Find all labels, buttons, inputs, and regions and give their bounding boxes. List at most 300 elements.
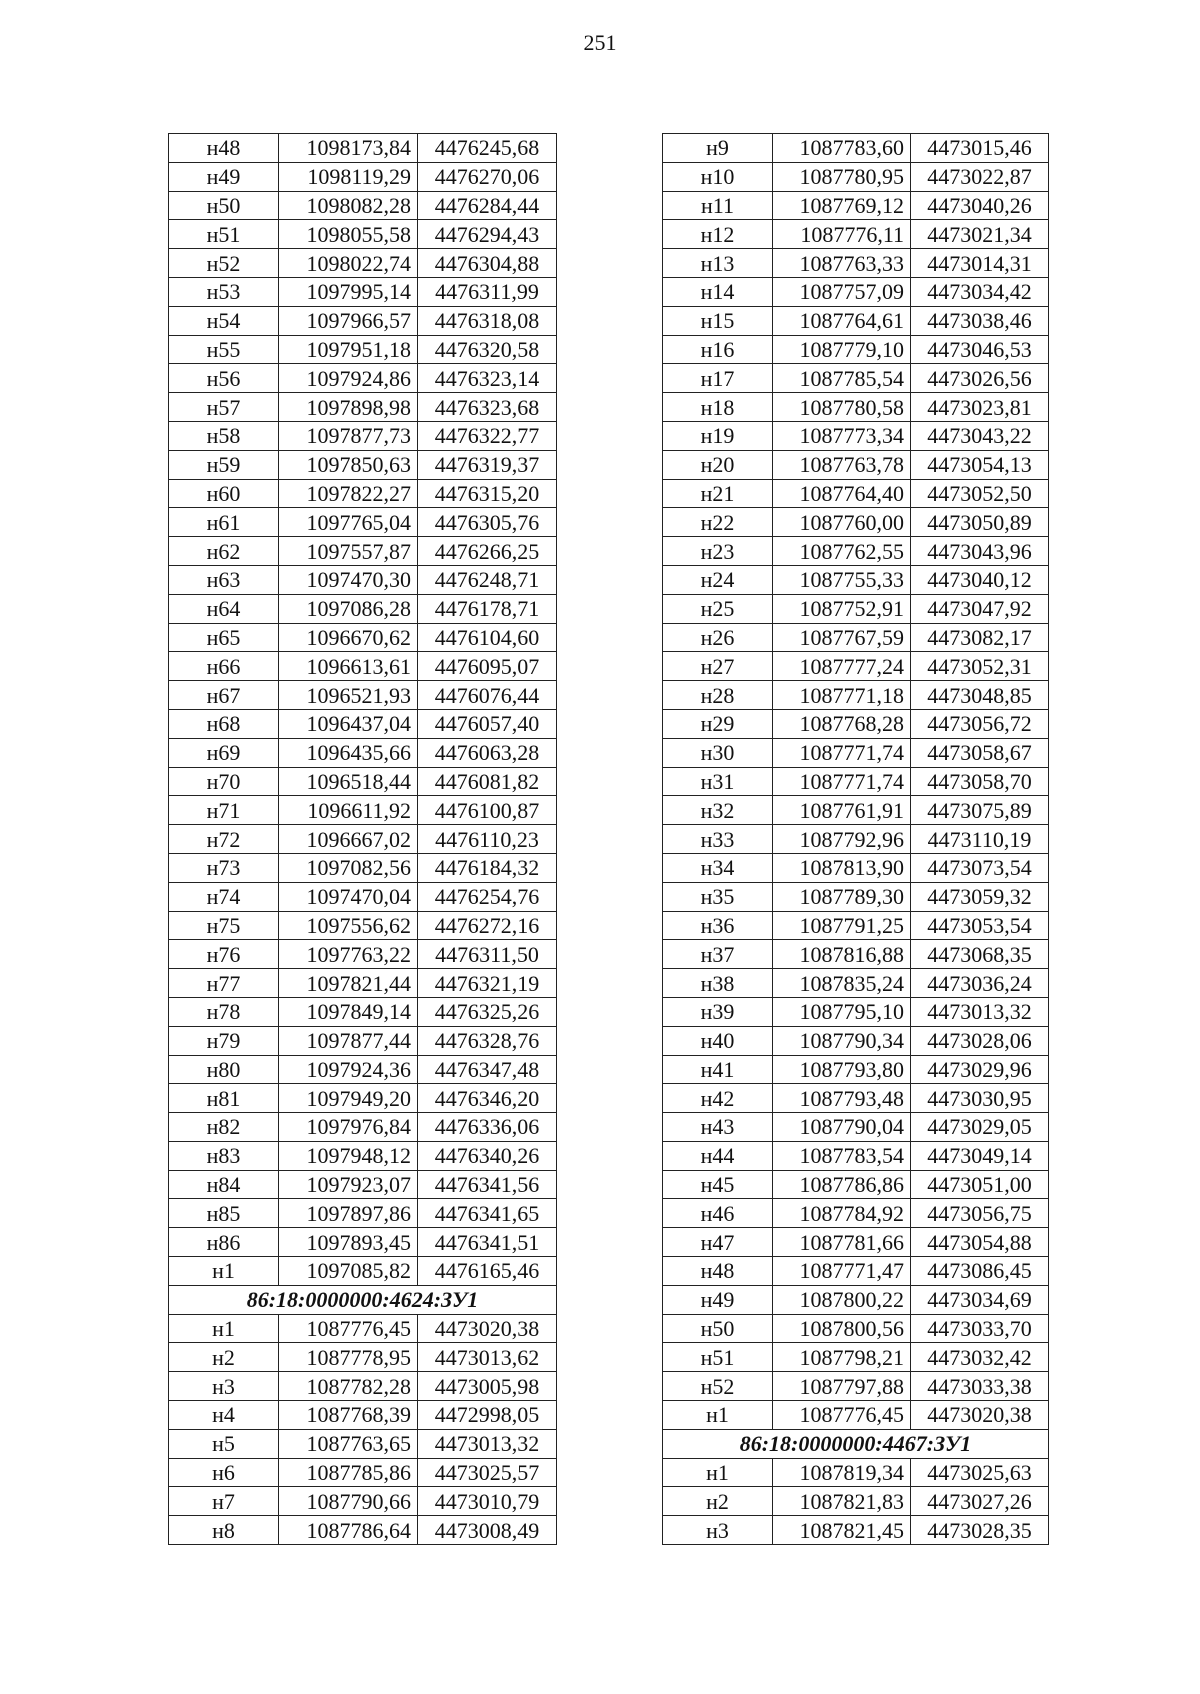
point-name-cell: н35 xyxy=(663,882,773,911)
point-name-cell: н5 xyxy=(169,1429,279,1458)
y-coordinate-cell: 4476305,76 xyxy=(418,508,557,537)
y-coordinate-cell: 4476321,19 xyxy=(418,969,557,998)
y-coordinate-cell: 4473010,79 xyxy=(418,1487,557,1516)
y-coordinate-cell: 4476266,25 xyxy=(418,537,557,566)
point-name-cell: н3 xyxy=(663,1516,773,1545)
y-coordinate-cell: 4473025,63 xyxy=(911,1458,1049,1487)
point-name-cell: н8 xyxy=(169,1516,279,1545)
y-coordinate-cell: 4473053,54 xyxy=(911,911,1049,940)
point-name-cell: н43 xyxy=(663,1113,773,1142)
x-coordinate-cell: 1087793,48 xyxy=(773,1084,911,1113)
x-coordinate-cell: 1097923,07 xyxy=(279,1170,418,1199)
point-name-cell: н16 xyxy=(663,335,773,364)
table-row xyxy=(169,940,557,969)
cadastral-number: 86:18:0000000:4467:ЗУ1 xyxy=(663,1429,1049,1458)
x-coordinate-cell: 1087778,95 xyxy=(279,1343,418,1372)
table-row xyxy=(169,796,557,825)
table-row xyxy=(169,911,557,940)
x-coordinate-cell: 1087783,54 xyxy=(773,1141,911,1170)
coordinates-table-left-body xyxy=(169,134,557,1545)
y-coordinate-cell: 4476323,14 xyxy=(418,364,557,393)
y-coordinate-cell: 4473046,53 xyxy=(911,335,1049,364)
y-coordinate-cell: 4473058,70 xyxy=(911,767,1049,796)
point-name-cell: н81 xyxy=(169,1084,279,1113)
point-name-cell: н63 xyxy=(169,565,279,594)
x-coordinate-cell: 1087768,28 xyxy=(773,709,911,738)
x-coordinate-cell: 1097086,28 xyxy=(279,594,418,623)
table-row xyxy=(663,1487,1049,1516)
x-coordinate-cell: 1087752,91 xyxy=(773,594,911,623)
y-coordinate-cell: 4473058,67 xyxy=(911,738,1049,767)
x-coordinate-cell: 1087761,91 xyxy=(773,796,911,825)
x-coordinate-cell: 1097556,62 xyxy=(279,911,418,940)
table-row xyxy=(169,1429,557,1458)
x-coordinate-cell: 1087785,86 xyxy=(279,1458,418,1487)
point-name-cell: н70 xyxy=(169,767,279,796)
point-name-cell: н20 xyxy=(663,450,773,479)
point-name-cell: н52 xyxy=(663,1372,773,1401)
y-coordinate-cell: 4476284,44 xyxy=(418,191,557,220)
table-row xyxy=(169,220,557,249)
point-name-cell: н49 xyxy=(169,162,279,191)
table-row xyxy=(663,249,1049,278)
table-row xyxy=(663,1228,1049,1257)
point-name-cell: н38 xyxy=(663,969,773,998)
x-coordinate-cell: 1087791,25 xyxy=(773,911,911,940)
point-name-cell: н55 xyxy=(169,335,279,364)
x-coordinate-cell: 1087762,55 xyxy=(773,537,911,566)
x-coordinate-cell: 1087821,45 xyxy=(773,1516,911,1545)
table-row xyxy=(663,681,1049,710)
y-coordinate-cell: 4473043,96 xyxy=(911,537,1049,566)
x-coordinate-cell: 1087764,40 xyxy=(773,479,911,508)
y-coordinate-cell: 4476110,23 xyxy=(418,825,557,854)
point-name-cell: н64 xyxy=(169,594,279,623)
table-row xyxy=(169,364,557,393)
x-coordinate-cell: 1087790,66 xyxy=(279,1487,418,1516)
table-row xyxy=(663,421,1049,450)
table-row xyxy=(663,1084,1049,1113)
point-name-cell: н73 xyxy=(169,853,279,882)
x-coordinate-cell: 1087771,74 xyxy=(773,767,911,796)
table-row xyxy=(663,1401,1049,1430)
point-name-cell: н28 xyxy=(663,681,773,710)
x-coordinate-cell: 1087790,34 xyxy=(773,1026,911,1055)
x-coordinate-cell: 1096613,61 xyxy=(279,652,418,681)
point-name-cell: н45 xyxy=(663,1170,773,1199)
x-coordinate-cell: 1097893,45 xyxy=(279,1228,418,1257)
point-name-cell: н47 xyxy=(663,1228,773,1257)
x-coordinate-cell: 1087793,80 xyxy=(773,1055,911,1084)
y-coordinate-cell: 4476304,88 xyxy=(418,249,557,278)
x-coordinate-cell: 1097898,98 xyxy=(279,393,418,422)
table-row xyxy=(169,997,557,1026)
x-coordinate-cell: 1087773,34 xyxy=(773,421,911,450)
y-coordinate-cell: 4473110,19 xyxy=(911,825,1049,854)
x-coordinate-cell: 1097763,22 xyxy=(279,940,418,969)
table-row xyxy=(663,940,1049,969)
table-row xyxy=(663,1372,1049,1401)
y-coordinate-cell: 4473054,88 xyxy=(911,1228,1049,1257)
y-coordinate-cell: 4473005,98 xyxy=(418,1372,557,1401)
point-name-cell: н85 xyxy=(169,1199,279,1228)
y-coordinate-cell: 4476325,26 xyxy=(418,997,557,1026)
table-row xyxy=(663,364,1049,393)
y-coordinate-cell: 4473021,34 xyxy=(911,220,1049,249)
y-coordinate-cell: 4473028,35 xyxy=(911,1516,1049,1545)
table-row xyxy=(169,594,557,623)
table-row xyxy=(169,191,557,220)
y-coordinate-cell: 4473050,89 xyxy=(911,508,1049,537)
table-row xyxy=(663,450,1049,479)
y-coordinate-cell: 4476095,07 xyxy=(418,652,557,681)
table-row xyxy=(169,1199,557,1228)
x-coordinate-cell: 1097822,27 xyxy=(279,479,418,508)
y-coordinate-cell: 4473056,75 xyxy=(911,1199,1049,1228)
table-row xyxy=(169,1113,557,1142)
table-row xyxy=(169,1314,557,1343)
table-row xyxy=(169,853,557,882)
point-name-cell: н25 xyxy=(663,594,773,623)
x-coordinate-cell: 1087780,58 xyxy=(773,393,911,422)
table-row xyxy=(663,1055,1049,1084)
point-name-cell: н22 xyxy=(663,508,773,537)
point-name-cell: н49 xyxy=(663,1285,773,1314)
y-coordinate-cell: 4476081,82 xyxy=(418,767,557,796)
x-coordinate-cell: 1087764,61 xyxy=(773,306,911,335)
y-coordinate-cell: 4473043,22 xyxy=(911,421,1049,450)
coordinates-table-right-body xyxy=(663,134,1049,1545)
y-coordinate-cell: 4476346,20 xyxy=(418,1084,557,1113)
point-name-cell: н50 xyxy=(169,191,279,220)
x-coordinate-cell: 1096611,92 xyxy=(279,796,418,825)
point-name-cell: н83 xyxy=(169,1141,279,1170)
table-row xyxy=(169,1055,557,1084)
table-row xyxy=(663,1170,1049,1199)
x-coordinate-cell: 1087785,54 xyxy=(773,364,911,393)
x-coordinate-cell: 1087771,18 xyxy=(773,681,911,710)
table-row xyxy=(663,134,1049,163)
point-name-cell: н34 xyxy=(663,853,773,882)
x-coordinate-cell: 1087779,10 xyxy=(773,335,911,364)
table-row xyxy=(169,1401,557,1430)
table-row xyxy=(663,1141,1049,1170)
x-coordinate-cell: 1087800,56 xyxy=(773,1314,911,1343)
x-coordinate-cell: 1098055,58 xyxy=(279,220,418,249)
point-name-cell: н75 xyxy=(169,911,279,940)
section-header-row xyxy=(663,1429,1049,1458)
x-coordinate-cell: 1097924,36 xyxy=(279,1055,418,1084)
x-coordinate-cell: 1087795,10 xyxy=(773,997,911,1026)
x-coordinate-cell: 1087776,11 xyxy=(773,220,911,249)
table-row xyxy=(169,681,557,710)
y-coordinate-cell: 4473030,95 xyxy=(911,1084,1049,1113)
table-row xyxy=(663,1516,1049,1545)
y-coordinate-cell: 4473013,32 xyxy=(911,997,1049,1026)
cadastral-number: 86:18:0000000:4624:ЗУ1 xyxy=(169,1285,557,1314)
point-name-cell: н48 xyxy=(663,1257,773,1286)
x-coordinate-cell: 1087755,33 xyxy=(773,565,911,594)
point-name-cell: н3 xyxy=(169,1372,279,1401)
table-row xyxy=(663,393,1049,422)
table-row xyxy=(169,306,557,335)
table-row xyxy=(663,277,1049,306)
table-row xyxy=(169,709,557,738)
x-coordinate-cell: 1087780,95 xyxy=(773,162,911,191)
x-coordinate-cell: 1087797,88 xyxy=(773,1372,911,1401)
y-coordinate-cell: 4473049,14 xyxy=(911,1141,1049,1170)
x-coordinate-cell: 1096435,66 xyxy=(279,738,418,767)
table-row xyxy=(169,1257,557,1286)
point-name-cell: н11 xyxy=(663,191,773,220)
point-name-cell: н1 xyxy=(169,1314,279,1343)
y-coordinate-cell: 4473047,92 xyxy=(911,594,1049,623)
x-coordinate-cell: 1097877,73 xyxy=(279,421,418,450)
point-name-cell: н12 xyxy=(663,220,773,249)
point-name-cell: н74 xyxy=(169,882,279,911)
y-coordinate-cell: 4473075,89 xyxy=(911,796,1049,825)
table-row xyxy=(663,335,1049,364)
table-row xyxy=(663,594,1049,623)
table-row xyxy=(169,767,557,796)
table-row xyxy=(663,1314,1049,1343)
x-coordinate-cell: 1087776,45 xyxy=(279,1314,418,1343)
x-coordinate-cell: 1087835,24 xyxy=(773,969,911,998)
table-row xyxy=(169,738,557,767)
point-name-cell: н65 xyxy=(169,623,279,652)
y-coordinate-cell: 4476100,87 xyxy=(418,796,557,825)
point-name-cell: н21 xyxy=(663,479,773,508)
y-coordinate-cell: 4473029,96 xyxy=(911,1055,1049,1084)
table-row xyxy=(663,767,1049,796)
x-coordinate-cell: 1087800,22 xyxy=(773,1285,911,1314)
y-coordinate-cell: 4476104,60 xyxy=(418,623,557,652)
point-name-cell: н58 xyxy=(169,421,279,450)
x-coordinate-cell: 1096437,04 xyxy=(279,709,418,738)
point-name-cell: н76 xyxy=(169,940,279,969)
table-row xyxy=(169,162,557,191)
point-name-cell: н42 xyxy=(663,1084,773,1113)
table-row xyxy=(663,479,1049,508)
y-coordinate-cell: 4473025,57 xyxy=(418,1458,557,1487)
y-coordinate-cell: 4473056,72 xyxy=(911,709,1049,738)
table-row xyxy=(663,306,1049,335)
y-coordinate-cell: 4473040,26 xyxy=(911,191,1049,220)
y-coordinate-cell: 4473034,42 xyxy=(911,277,1049,306)
point-name-cell: н32 xyxy=(663,796,773,825)
point-name-cell: н29 xyxy=(663,709,773,738)
x-coordinate-cell: 1087771,74 xyxy=(773,738,911,767)
point-name-cell: н51 xyxy=(663,1343,773,1372)
y-coordinate-cell: 4476254,76 xyxy=(418,882,557,911)
x-coordinate-cell: 1087760,00 xyxy=(773,508,911,537)
table-row xyxy=(663,969,1049,998)
table-row xyxy=(169,335,557,364)
table-row xyxy=(663,1343,1049,1372)
y-coordinate-cell: 4476057,40 xyxy=(418,709,557,738)
point-name-cell: н71 xyxy=(169,796,279,825)
x-coordinate-cell: 1097085,82 xyxy=(279,1257,418,1286)
point-name-cell: н51 xyxy=(169,220,279,249)
x-coordinate-cell: 1097849,14 xyxy=(279,997,418,1026)
table-row xyxy=(663,537,1049,566)
point-name-cell: н52 xyxy=(169,249,279,278)
point-name-cell: н44 xyxy=(663,1141,773,1170)
section-header-row xyxy=(169,1285,557,1314)
y-coordinate-cell: 4476272,16 xyxy=(418,911,557,940)
y-coordinate-cell: 4476340,26 xyxy=(418,1141,557,1170)
point-name-cell: н40 xyxy=(663,1026,773,1055)
table-row xyxy=(663,220,1049,249)
x-coordinate-cell: 1096670,62 xyxy=(279,623,418,652)
y-coordinate-cell: 4473059,32 xyxy=(911,882,1049,911)
table-row xyxy=(169,249,557,278)
point-name-cell: н10 xyxy=(663,162,773,191)
table-row xyxy=(663,1458,1049,1487)
y-coordinate-cell: 4473048,85 xyxy=(911,681,1049,710)
x-coordinate-cell: 1087767,59 xyxy=(773,623,911,652)
y-coordinate-cell: 4476311,99 xyxy=(418,277,557,306)
table-row xyxy=(169,1372,557,1401)
table-row xyxy=(663,162,1049,191)
point-name-cell: н79 xyxy=(169,1026,279,1055)
x-coordinate-cell: 1087763,33 xyxy=(773,249,911,278)
y-coordinate-cell: 4476270,06 xyxy=(418,162,557,191)
y-coordinate-cell: 4476315,20 xyxy=(418,479,557,508)
x-coordinate-cell: 1097557,87 xyxy=(279,537,418,566)
table-row xyxy=(663,1199,1049,1228)
y-coordinate-cell: 4476341,65 xyxy=(418,1199,557,1228)
point-name-cell: н7 xyxy=(169,1487,279,1516)
coordinates-table-right xyxy=(662,133,1049,1545)
table-row xyxy=(663,191,1049,220)
point-name-cell: н80 xyxy=(169,1055,279,1084)
table-row xyxy=(663,1026,1049,1055)
x-coordinate-cell: 1097951,18 xyxy=(279,335,418,364)
x-coordinate-cell: 1087789,30 xyxy=(773,882,911,911)
y-coordinate-cell: 4476311,50 xyxy=(418,940,557,969)
point-name-cell: н30 xyxy=(663,738,773,767)
x-coordinate-cell: 1096521,93 xyxy=(279,681,418,710)
y-coordinate-cell: 4476178,71 xyxy=(418,594,557,623)
y-coordinate-cell: 4473023,81 xyxy=(911,393,1049,422)
y-coordinate-cell: 4476294,43 xyxy=(418,220,557,249)
y-coordinate-cell: 4473052,31 xyxy=(911,652,1049,681)
table-row xyxy=(169,882,557,911)
point-name-cell: н33 xyxy=(663,825,773,854)
table-row xyxy=(663,623,1049,652)
y-coordinate-cell: 4476245,68 xyxy=(418,134,557,163)
table-row xyxy=(663,652,1049,681)
y-coordinate-cell: 4473052,50 xyxy=(911,479,1049,508)
point-name-cell: н39 xyxy=(663,997,773,1026)
point-name-cell: н4 xyxy=(169,1401,279,1430)
table-row xyxy=(663,565,1049,594)
y-coordinate-cell: 4476347,48 xyxy=(418,1055,557,1084)
x-coordinate-cell: 1097948,12 xyxy=(279,1141,418,1170)
table-row xyxy=(169,537,557,566)
x-coordinate-cell: 1097949,20 xyxy=(279,1084,418,1113)
point-name-cell: н2 xyxy=(169,1343,279,1372)
y-coordinate-cell: 4473029,05 xyxy=(911,1113,1049,1142)
point-name-cell: н41 xyxy=(663,1055,773,1084)
table-row xyxy=(169,450,557,479)
point-name-cell: н54 xyxy=(169,306,279,335)
x-coordinate-cell: 1098119,29 xyxy=(279,162,418,191)
table-row xyxy=(663,825,1049,854)
x-coordinate-cell: 1087777,24 xyxy=(773,652,911,681)
point-name-cell: н77 xyxy=(169,969,279,998)
table-row xyxy=(663,1113,1049,1142)
y-coordinate-cell: 4473020,38 xyxy=(418,1314,557,1343)
table-row xyxy=(663,882,1049,911)
x-coordinate-cell: 1087790,04 xyxy=(773,1113,911,1142)
y-coordinate-cell: 4473033,70 xyxy=(911,1314,1049,1343)
point-name-cell: н23 xyxy=(663,537,773,566)
y-coordinate-cell: 4472998,05 xyxy=(418,1401,557,1430)
table-row xyxy=(169,421,557,450)
point-name-cell: н26 xyxy=(663,623,773,652)
y-coordinate-cell: 4473086,45 xyxy=(911,1257,1049,1286)
x-coordinate-cell: 1097082,56 xyxy=(279,853,418,882)
x-coordinate-cell: 1096518,44 xyxy=(279,767,418,796)
point-name-cell: н46 xyxy=(663,1199,773,1228)
y-coordinate-cell: 4476076,44 xyxy=(418,681,557,710)
y-coordinate-cell: 4476165,46 xyxy=(418,1257,557,1286)
table-row xyxy=(663,1257,1049,1286)
x-coordinate-cell: 1097470,04 xyxy=(279,882,418,911)
table-row xyxy=(169,1141,557,1170)
point-name-cell: н78 xyxy=(169,997,279,1026)
table-row xyxy=(169,825,557,854)
point-name-cell: н48 xyxy=(169,134,279,163)
y-coordinate-cell: 4476328,76 xyxy=(418,1026,557,1055)
x-coordinate-cell: 1096667,02 xyxy=(279,825,418,854)
x-coordinate-cell: 1087776,45 xyxy=(773,1401,911,1430)
x-coordinate-cell: 1087821,83 xyxy=(773,1487,911,1516)
x-coordinate-cell: 1097897,86 xyxy=(279,1199,418,1228)
point-name-cell: н19 xyxy=(663,421,773,450)
point-name-cell: н27 xyxy=(663,652,773,681)
point-name-cell: н86 xyxy=(169,1228,279,1257)
table-row xyxy=(663,997,1049,1026)
y-coordinate-cell: 4473082,17 xyxy=(911,623,1049,652)
point-name-cell: н67 xyxy=(169,681,279,710)
x-coordinate-cell: 1097966,57 xyxy=(279,306,418,335)
table-row xyxy=(169,623,557,652)
point-name-cell: н68 xyxy=(169,709,279,738)
y-coordinate-cell: 4473020,38 xyxy=(911,1401,1049,1430)
coordinates-table-left xyxy=(168,133,557,1545)
page-number: 251 xyxy=(583,30,617,55)
point-name-cell: н6 xyxy=(169,1458,279,1487)
x-coordinate-cell: 1087798,21 xyxy=(773,1343,911,1372)
table-row xyxy=(169,1487,557,1516)
point-name-cell: н66 xyxy=(169,652,279,681)
table-row xyxy=(169,565,557,594)
table-row xyxy=(663,796,1049,825)
y-coordinate-cell: 4473073,54 xyxy=(911,853,1049,882)
table-row xyxy=(169,652,557,681)
point-name-cell: н57 xyxy=(169,393,279,422)
y-coordinate-cell: 4476248,71 xyxy=(418,565,557,594)
point-name-cell: н50 xyxy=(663,1314,773,1343)
table-row xyxy=(169,1343,557,1372)
point-name-cell: н72 xyxy=(169,825,279,854)
x-coordinate-cell: 1098173,84 xyxy=(279,134,418,163)
point-name-cell: н13 xyxy=(663,249,773,278)
point-name-cell: н37 xyxy=(663,940,773,969)
